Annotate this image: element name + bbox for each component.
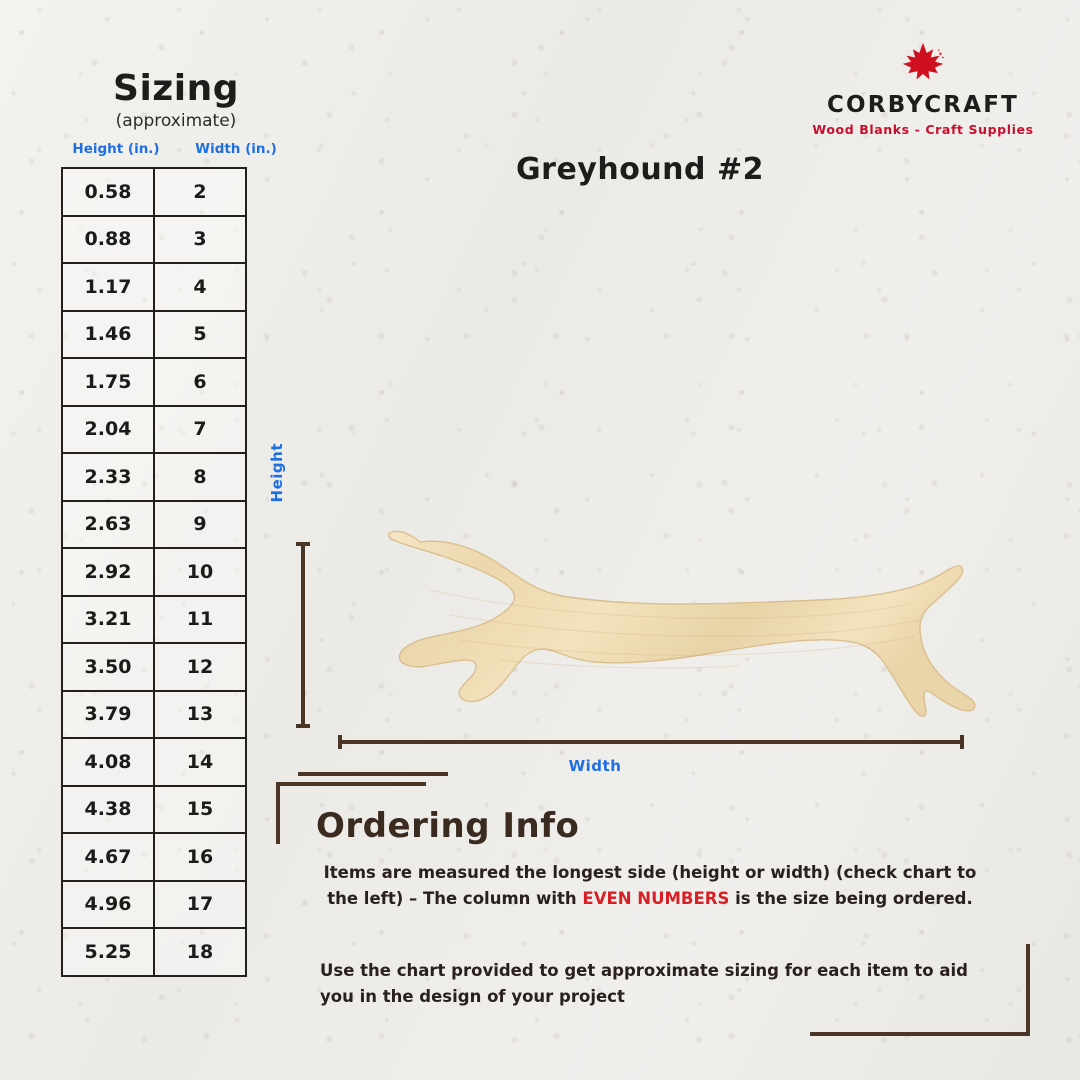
table-row — [62, 311, 246, 359]
table-row — [62, 691, 246, 739]
width-axis-label: Width — [568, 757, 622, 775]
sizing-subtitle: (approximate) — [115, 111, 237, 131]
brand-logo — [808, 40, 1038, 137]
ordering-info-title: Ordering Info — [316, 806, 580, 846]
corner-bracket-top-left-extension — [298, 772, 448, 776]
cell-width: 18 — [154, 928, 246, 976]
table-row — [62, 216, 246, 264]
ordering-text-pre: Items are measured the longest side (height or width) (check chart to the left) – The column with — [323, 863, 977, 908]
cell-height: 3.79 — [62, 691, 154, 739]
table-row — [62, 643, 246, 691]
cell-height: 3.50 — [62, 643, 154, 691]
ordering-text-post: is the size being ordered. — [729, 888, 973, 908]
cell-width: 17 — [154, 881, 246, 929]
cell-width: 7 — [154, 406, 246, 454]
sizing-table — [61, 167, 247, 977]
cell-width: 15 — [154, 786, 246, 834]
cell-height: 2.92 — [62, 548, 154, 596]
table-row — [62, 928, 246, 976]
table-row — [62, 881, 246, 929]
table-row — [62, 833, 246, 881]
cell-height: 2.33 — [62, 453, 154, 501]
brand-name: CORBYCRAFT — [826, 92, 1020, 118]
ordering-text-highlight: EVEN NUMBERS — [582, 888, 730, 908]
table-row — [62, 548, 246, 596]
product-title: Greyhound #2 — [516, 152, 764, 187]
ordering-info-box — [268, 772, 1038, 1042]
cell-height: 4.08 — [62, 738, 154, 786]
cell-height: 1.17 — [62, 263, 154, 311]
cell-height: 3.21 — [62, 596, 154, 644]
brand-tagline: Wood Blanks - Craft Supplies — [812, 122, 1034, 137]
cell-width: 14 — [154, 738, 246, 786]
greyhound-dog-silhouette — [300, 520, 1020, 750]
height-axis-label: Height — [268, 443, 286, 503]
sizing-column-headers — [56, 141, 296, 157]
cell-width: 3 — [154, 216, 246, 264]
cell-height: 4.38 — [62, 786, 154, 834]
table-row — [62, 786, 246, 834]
maple-leaf-icon — [895, 40, 951, 86]
column-header-height: Height (in.) — [72, 141, 160, 157]
cell-height: 2.04 — [62, 406, 154, 454]
cell-height: 0.88 — [62, 216, 154, 264]
cell-width: 4 — [154, 263, 246, 311]
sizing-chart — [56, 68, 296, 977]
table-row — [62, 453, 246, 501]
table-row — [62, 596, 246, 644]
cell-width: 11 — [154, 596, 246, 644]
table-row — [62, 501, 246, 549]
product-shape — [300, 520, 1020, 750]
cell-width: 10 — [154, 548, 246, 596]
cell-width: 6 — [154, 358, 246, 406]
ordering-info-paragraph-1 — [320, 860, 980, 911]
cell-width: 16 — [154, 833, 246, 881]
ordering-info-paragraph-2: Use the chart provided to get approximate sizing for each item to aid you in the design of your project — [320, 961, 968, 1006]
table-row — [62, 738, 246, 786]
cell-height: 4.96 — [62, 881, 154, 929]
column-header-width: Width (in.) — [195, 141, 277, 157]
cell-height: 5.25 — [62, 928, 154, 976]
cell-width: 9 — [154, 501, 246, 549]
cell-height: 1.46 — [62, 311, 154, 359]
table-row — [62, 263, 246, 311]
sizing-title: Sizing — [113, 68, 239, 109]
cell-width: 8 — [154, 453, 246, 501]
cell-width: 2 — [154, 168, 246, 216]
cell-height: 4.67 — [62, 833, 154, 881]
table-row — [62, 358, 246, 406]
table-row — [62, 168, 246, 216]
cell-height: 0.58 — [62, 168, 154, 216]
table-row — [62, 406, 246, 454]
cell-width: 13 — [154, 691, 246, 739]
cell-width: 12 — [154, 643, 246, 691]
cell-height: 1.75 — [62, 358, 154, 406]
cell-height: 2.63 — [62, 501, 154, 549]
cell-width: 5 — [154, 311, 246, 359]
